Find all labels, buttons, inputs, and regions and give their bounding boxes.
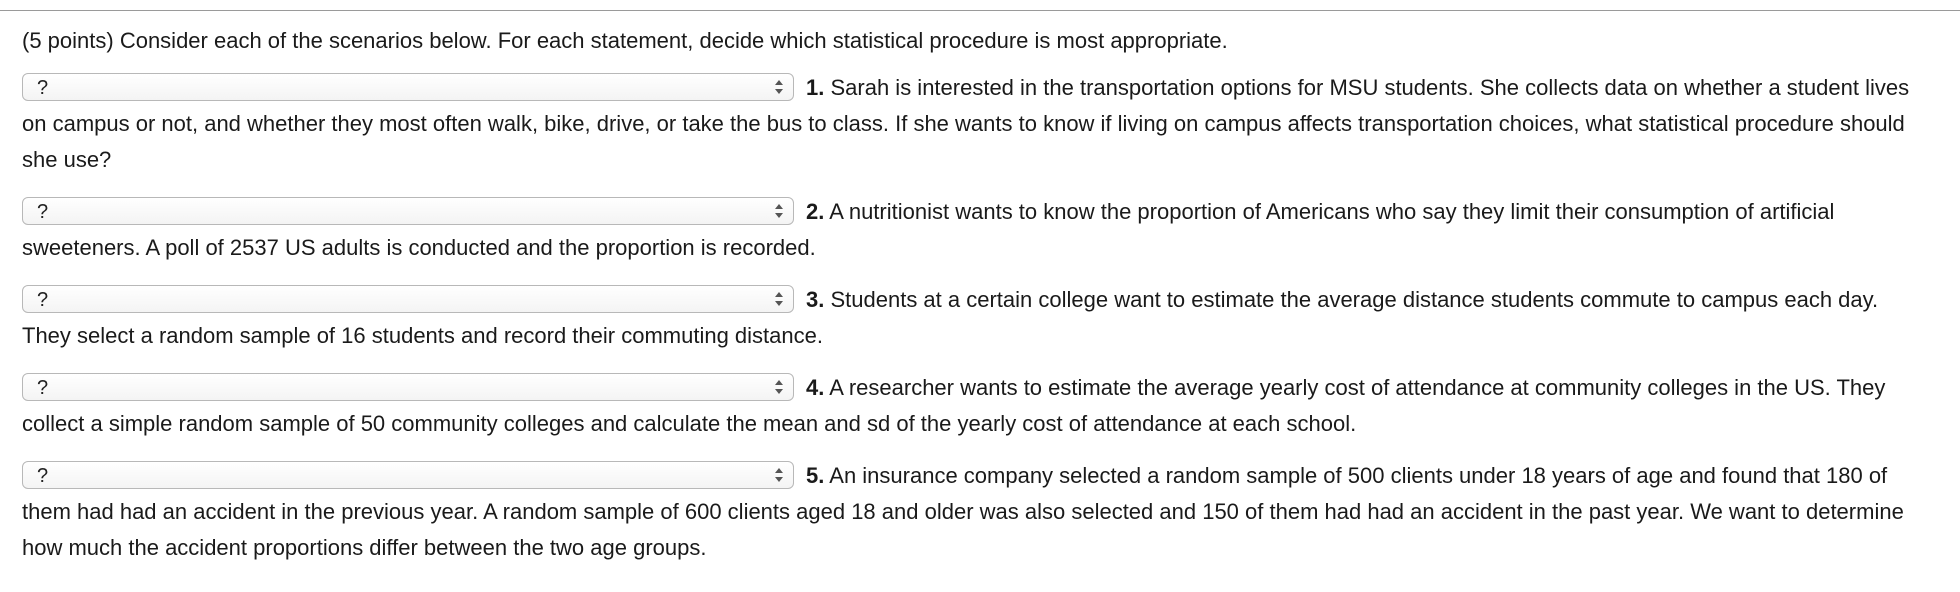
question-text: Sarah is interested in the transportation options for MSU students. She collects data on whether a student lives on campus or not, and whether they most often walk, bike, drive, or take the bus to class. If she wants to know if living on campus affects transportation choices, what statistical procedure should she use? (22, 75, 1910, 172)
question-number: 5. (806, 463, 825, 488)
question-number: 2. (806, 199, 825, 224)
procedure-select-5[interactable] (22, 461, 794, 489)
select-arrows-icon (773, 201, 785, 221)
select-arrows-icon (773, 377, 785, 397)
procedure-select-4[interactable] (22, 373, 794, 401)
question-2 (22, 194, 1932, 266)
question-text: A researcher wants to estimate the average yearly cost of attendance at community colleges in the US. They collect a simple random sample of 50 community colleges and calculate the mean and sd of the yearly cost of attendance at each school. (22, 375, 1886, 436)
select-value: ? (37, 465, 49, 488)
procedure-select-3[interactable] (22, 285, 794, 313)
select-value: ? (37, 77, 49, 100)
question-5 (22, 458, 1932, 566)
question-page (22, 26, 1932, 582)
select-arrows-icon (773, 77, 785, 97)
top-divider (0, 10, 1960, 11)
select-value: ? (37, 289, 49, 312)
question-number: 1. (806, 75, 825, 100)
question-text: An insurance company selected a random sample of 500 clients under 18 years of age and found that 180 of them had had an accident in the previous year. A random sample of 600 clients aged 18 and older was also selected and 150 of them had had an accident in the past year. We want to determine how much the accident proportions differ between the two age groups. (22, 463, 1904, 560)
select-arrows-icon (773, 289, 785, 309)
procedure-select-1[interactable] (22, 73, 794, 101)
question-number: 4. (806, 375, 825, 400)
question-1 (22, 70, 1932, 178)
question-text: Students at a certain college want to estimate the average distance students commute to campus each day. They select a random sample of 16 students and record their commuting distance. (22, 287, 1879, 348)
procedure-select-2[interactable] (22, 197, 794, 225)
select-arrows-icon (773, 465, 785, 485)
instructions: (5 points) Consider each of the scenarios below. For each statement, decide which statistical procedure is most appropriate. (22, 28, 1228, 53)
question-3 (22, 282, 1932, 354)
question-4 (22, 370, 1932, 442)
select-value: ? (37, 377, 49, 400)
question-number: 3. (806, 287, 825, 312)
select-value: ? (37, 201, 49, 224)
question-text: A nutritionist wants to know the proportion of Americans who say they limit their consumption of artificial sweeteners. A poll of 2537 US adults is conducted and the proportion is recorded. (22, 199, 1835, 260)
